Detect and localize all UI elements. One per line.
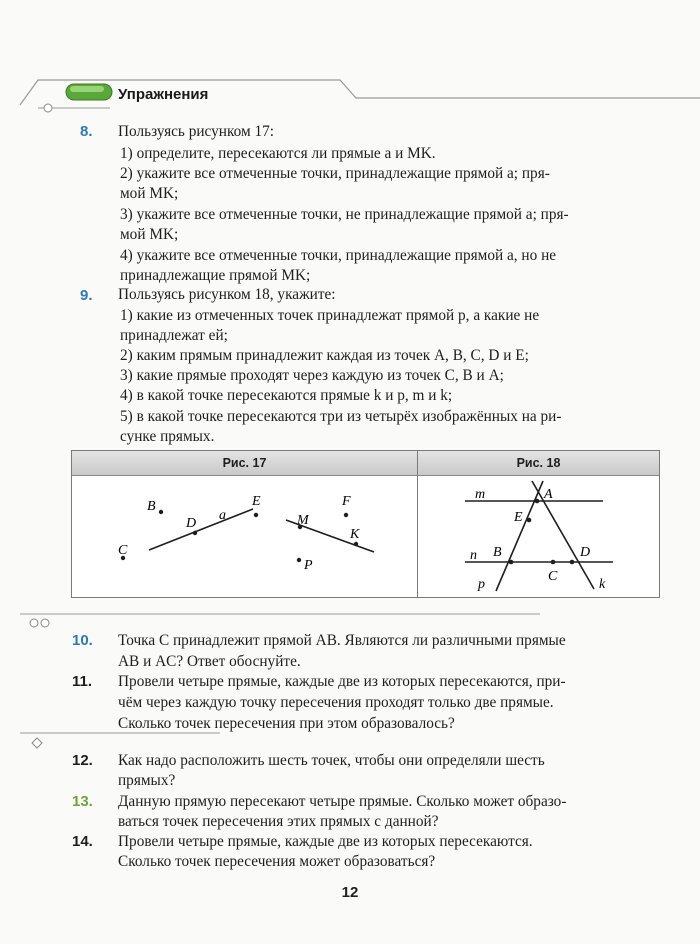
figure-18-caption: Рис. 18 [418,451,659,476]
section-header-decoration [0,60,700,120]
exercise-line: мой MK; [120,185,179,202]
label-m: m [475,487,486,502]
point-b [159,510,163,514]
section-title: Упражнения [118,86,209,103]
point-e [527,518,532,523]
line-a [149,509,253,550]
exercise-line: чём через каждую точку пересечения проходят только две прямые. [118,694,554,711]
point-e [254,513,258,517]
level-divider-two-circles [0,610,700,632]
figure-17 [72,476,417,597]
exercise-line: 1) определите, пересекаются ли прямые a и MK. [120,145,436,162]
exercise-number: 9. [80,287,93,304]
exercise-line: Пользуясь рисунком 17: [118,123,275,140]
exercise-line: Сколько точек пересечения при этом образовалось? [118,715,455,732]
label-k: k [599,577,606,592]
exercise-number: 14. [72,833,93,850]
exercise-line: сунке прямых. [120,428,215,445]
label-b: B [493,545,502,560]
label-c: C [118,543,128,558]
exercise-line: 1) какие из отмеченных точек принадлежат прямой p, а какие не [120,307,540,324]
exercise-line: 2) каким прямым принадлежит каждая из точек A, B, C, D и E; [120,347,529,364]
level-divider-diamond [0,730,700,752]
page-number: 12 [341,884,359,901]
exercise-line: Сколько точек пересечения может образоваться? [118,853,436,870]
label-a: A [544,487,553,502]
exercise-number: 13. [72,793,93,810]
point-c [551,560,556,565]
label-f: F [342,494,351,509]
label-b: B [147,499,156,514]
exercise-line: Точка C принадлежит прямой AB. Являются ли различными прямые [118,632,566,649]
label-d: D [580,545,591,560]
label-p: p [478,577,485,592]
point-a [535,499,540,504]
exercise-line: прямых? [118,772,176,789]
label-c: C [548,569,558,584]
point-p [297,558,301,562]
point-d [193,531,197,535]
point-d [570,560,575,565]
point-k [354,542,358,546]
exercise-line: ваться точек пересечения этих прямых с данной? [118,813,439,830]
exercise-line: Провели четыре прямые, каждые две из которых пересекаются. [118,833,533,850]
exercise-line: 3) какие прямые проходят через каждую из точек C, B и A; [120,367,504,384]
exercise-line: 4) укажите все отмеченные точки, принадлежащие прямой a, но не [120,247,557,264]
label-a: a [219,508,226,523]
exercise-line: 4) в какой точке пересекаются прямые k и p, m и k; [120,387,453,404]
label-n: n [470,548,477,563]
exercise-line: Пользуясь рисунком 18, укажите: [118,286,336,303]
exercise-number: 10. [72,632,93,649]
exercise-line: 2) укажите все отмеченные точки, принадлежащие прямой a; пря- [120,165,550,182]
figures-panel [71,450,660,598]
point-b [509,560,514,565]
exercise-number: 8. [80,123,93,140]
figure-18 [418,476,659,597]
label-m: M [297,513,309,528]
exercise-line: 5) в какой точке пересекаются три из четырёх изображённых на ри- [120,408,562,425]
label-p: P [304,558,313,573]
label-k: K [350,527,360,542]
label-e: E [514,510,523,525]
exercise-line: принадлежат ей; [120,327,228,344]
exercise-number: 11. [72,673,93,690]
exercise-line: принадлежащие прямой MK; [120,267,311,284]
exercise-line: Как надо расположить шесть точек, чтобы они определяли шесть [118,752,545,769]
figure-17-caption: Рис. 17 [72,451,417,476]
line-p [496,481,543,591]
label-e: E [252,494,261,509]
exercise-line: мой MK; [120,226,179,243]
exercise-line: AB и AC? Ответ обоснуйте. [118,653,301,670]
exercise-number: 12. [72,752,93,769]
point-f [344,513,348,517]
exercise-line: Провели четыре прямые, каждые две из которых пересекаются, при- [118,673,566,690]
exercise-line: Данную прямую пересекают четыре прямые. Сколько может образо- [118,793,567,810]
exercise-line: 3) укажите все отмеченные точки, не принадлежащие прямой a; пря- [120,206,569,223]
line-k [532,481,594,589]
label-d: D [186,516,197,531]
